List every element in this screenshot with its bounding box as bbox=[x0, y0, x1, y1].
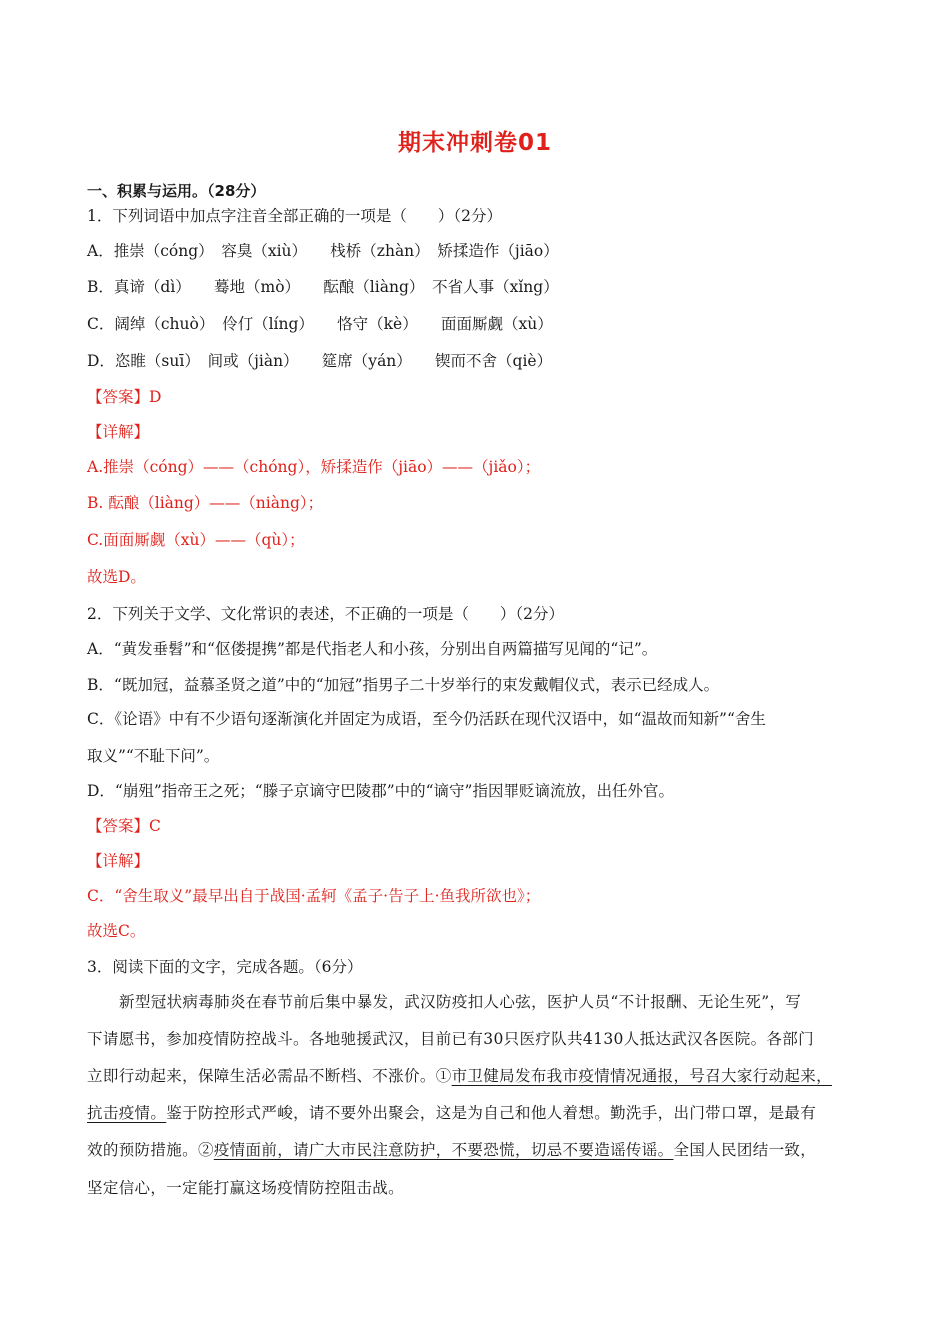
q2-conclusion: 故选C。 bbox=[87, 922, 146, 940]
q2-explain-label: 【详解】 bbox=[87, 852, 150, 870]
q3-stem: 3．阅读下面的文字，完成各题。（6分） bbox=[87, 958, 363, 976]
q2-option-d: D．“崩殂”指帝王之死；“滕子京谪守巴陵郡”中的“谪守”指因罪贬谪流放，出任外官。 bbox=[87, 782, 674, 800]
q2-option-b: B．“既加冠，益慕圣贤之道”中的“加冠”指男子二十岁举行的束发戴帽仪式，表示已经成人。 bbox=[87, 676, 720, 694]
q1-explain-label: 【详解】 bbox=[87, 423, 150, 441]
q1-option-d: D．恣睢（suī） 间或（jiàn） 筵席（yán） 锲而不舍（qiè） bbox=[87, 352, 553, 370]
q1-option-a: A．推崇（cóng） 容臭（xiù） 栈桥（zhàn） 矫揉造作（jiāo） bbox=[87, 242, 559, 260]
q1-conclusion: 故选D。 bbox=[87, 568, 146, 586]
passage-text: 全国人民团结一致， bbox=[673, 1141, 817, 1159]
passage-line-2: 下请愿书，参加疫情防控战斗。各地驰援武汉，目前已有30只医疗队共4130人抵达武汉各医院。各部门 bbox=[87, 1030, 814, 1048]
q1-stem: 1．下列词语中加点字注音全部正确的一项是（ ）（2分） bbox=[87, 207, 502, 225]
q2-stem: 2．下列关于文学、文化常识的表述，不正确的一项是（ ）（2分） bbox=[87, 605, 564, 623]
page-title: 期末冲刺卷01 bbox=[397, 130, 552, 156]
underlined-sentence-1: 市卫健局发布我市疫情情况通报，号召大家行动起来， bbox=[451, 1067, 832, 1085]
q1-answer: 【答案】D bbox=[87, 388, 162, 406]
passage-line-3 bbox=[87, 1066, 832, 1086]
passage-line-4 bbox=[87, 1103, 816, 1123]
q1-option-b: B．真谛（dì） 蓦地（mò） 酝酿（liàng） 不省人事（xǐng） bbox=[87, 278, 559, 296]
q2-explain-c: C．“舍生取义”最早出自于战国·孟轲《孟子·告子上·鱼我所欲也》； bbox=[87, 887, 541, 905]
passage-line-6: 坚定信心，一定能打赢这场疫情防控阻击战。 bbox=[87, 1179, 405, 1197]
q2-option-a: A．“黄发垂髫”和“伛偻提携”都是代指老人和小孩，分别出自两篇描写见闻的“记”。 bbox=[87, 640, 658, 658]
underlined-sentence-1-end: 抗击疫情。 bbox=[87, 1104, 167, 1122]
q1-explain-c: C.面面厮觑（xù）——（qù）； bbox=[87, 531, 305, 549]
q1-explain-b: B. 酝酿（liàng）——（niàng）； bbox=[87, 494, 324, 512]
passage-text: 立即行动起来，保障生活必需品不断档、不涨价。① bbox=[87, 1067, 452, 1085]
underlined-sentence-2: 疫情面前，请广大市民注意防护，不要恐慌，切忌不要造谣传谣。 bbox=[213, 1141, 674, 1159]
passage-line-1: 新型冠状病毒肺炎在春节前后集中暴发，武汉防疫扣人心弦，医护人员“不计报酬、无论生死”，写 bbox=[119, 993, 802, 1011]
q2-option-c-line1: C．《论语》中有不少语句逐渐演化并固定为成语，至今仍活跃在现代汉语中，如“温故而知新”“舍生 bbox=[87, 710, 766, 728]
passage-text: 鉴于防控形式严峻，请不要外出聚会，这是为自己和他人着想。勤洗手，出门带口罩，是最有 bbox=[166, 1104, 817, 1122]
passage-text: 效的预防措施。② bbox=[87, 1141, 214, 1159]
q1-option-c: C．阔绰（chuò） 伶仃（líng） 恪守（kè） 面面厮觑（xù） bbox=[87, 315, 553, 333]
section-heading: 一、积累与运用。（28分） bbox=[87, 182, 266, 200]
q2-option-c-line2: 取义”“不耻下问”。 bbox=[87, 747, 220, 765]
q1-explain-a: A.推崇（cóng）——（chóng），矫揉造作（jiāo）——（jiǎo）； bbox=[87, 458, 541, 476]
passage-line-5 bbox=[87, 1140, 816, 1160]
q2-answer: 【答案】C bbox=[87, 817, 161, 835]
